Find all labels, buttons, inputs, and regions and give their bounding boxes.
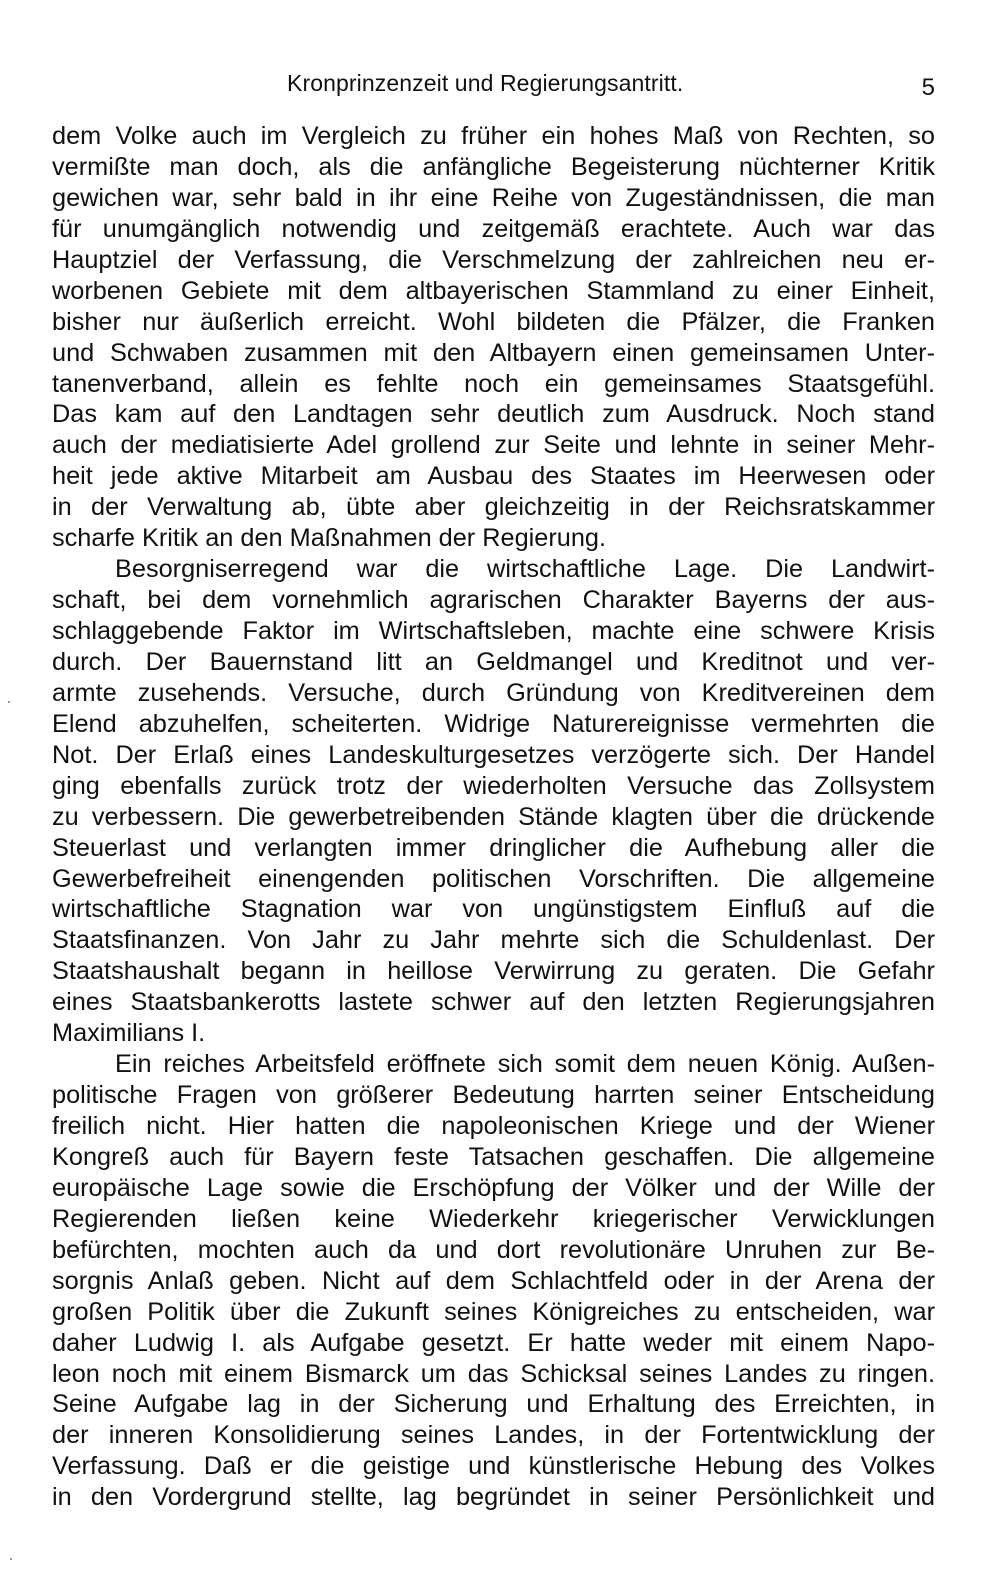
text-line: auch der mediatisierte Adel grollend zur Seite und lehnte in seiner Mehr- [52, 431, 935, 460]
text-line: leon noch mit einem Bismarck um das Schicksal seines Landes zu ringen. [52, 1359, 935, 1388]
text-line: Regierenden ließen keine Wiederkehr kriegerischer Verwicklungen [52, 1204, 935, 1233]
text-line: sorgnis Anlaß geben. Nicht auf dem Schlachtfeld oder in der Arena der [52, 1266, 935, 1295]
text-line: europäische Lage sowie die Erschöpfung der Völker und der Wille der [52, 1173, 935, 1202]
text-line: und Schwaben zusammen mit den Altbayern einen gemeinsamen Unter- [52, 338, 935, 367]
text-line: Das kam auf den Landtagen sehr deutlich zum Ausdruck. Noch stand [52, 400, 935, 429]
text-line: gewichen war, sehr bald in ihr eine Reihe von Zugeständnissen, die man [52, 183, 935, 212]
text-line: politische Fragen von größerer Bedeutung harrten seiner Entscheidung [52, 1081, 935, 1110]
text-line: ging ebenfalls zurück trotz der wiederholten Versuche das Zollsystem [52, 771, 935, 800]
text-line: armte zusehends. Versuche, durch Gründung von Kreditvereinen dem [52, 678, 935, 707]
text-line: Kongreß auch für Bayern feste Tatsachen geschaffen. Die allgemeine [52, 1142, 935, 1171]
paragraph-end-line: Maximilians I. [52, 1019, 206, 1048]
text-line: durch. Der Bauernstand litt an Geldmangel und Kreditnot und ver- [52, 647, 935, 676]
body-text [52, 121, 935, 1513]
text-line: befürchten, mochten auch da und dort revolutionäre Unruhen zur Be- [52, 1235, 935, 1264]
text-line: für unumgänglich notwendig und zeitgemäß erachtete. Auch war das [52, 214, 935, 243]
paragraph-start-line: Ein reiches Arbeitsfeld eröffnete sich somit dem neuen König. Außen- [115, 1050, 935, 1079]
text-line: heit jede aktive Mitarbeit am Ausbau des Staates im Heerwesen oder [52, 462, 935, 491]
paragraph-end-line: scharfe Kritik an den Maßnahmen der Regierung. [52, 524, 607, 553]
text-line: Staatshaushalt begann in heillose Verwirrung zu geraten. Die Gefahr [52, 957, 935, 986]
text-line: in den Vordergrund stellte, lag begründet in seiner Persönlichkeit und [52, 1483, 935, 1512]
text-line: worbenen Gebiete mit dem altbayerischen Stammland zu einer Einheit, [52, 276, 935, 305]
text-line: eines Staatsbankerotts lastete schwer auf den letzten Regierungsjahren [52, 988, 935, 1017]
paragraph-start-line: Besorgniserregend war die wirtschaftliche Lage. Die Landwirt- [115, 555, 935, 584]
text-line: großen Politik über die Zukunft seines Königreiches zu entscheiden, war [52, 1297, 935, 1326]
text-line: Verfassung. Daß er die geistige und künstlerische Hebung des Volkes [52, 1452, 935, 1481]
text-line: Elend abzuhelfen, scheiterten. Widrige Naturereignisse vermehrten die [52, 709, 935, 738]
text-line: Staatsfinanzen. Von Jahr zu Jahr mehrte sich die Schuldenlast. Der [52, 926, 935, 955]
text-line: Hauptziel der Verfassung, die Verschmelzung der zahlreichen neu er- [52, 245, 935, 274]
text-line: in der Verwaltung ab, übte aber gleichzeitig in der Reichsratskammer [52, 493, 935, 522]
text-line: zu verbessern. Die gewerbetreibenden Stände klagten über die drückende [52, 802, 935, 831]
text-line: Gewerbefreiheit einengenden politischen Vorschriften. Die allgemeine [52, 864, 935, 893]
running-title: Kronprinzenzeit und Regierungsantritt. [287, 70, 684, 96]
scan-speck [8, 701, 10, 703]
text-line: schlaggebende Faktor im Wirtschaftsleben, machte eine schwere Krisis [52, 617, 935, 645]
text-line: bisher nur äußerlich erreicht. Wohl bildeten die Pfälzer, die Franken [52, 307, 935, 336]
text-line: tanenverband, allein es fehlte noch ein gemeinsames Staatsgefühl. [52, 369, 935, 398]
page-header [52, 70, 935, 106]
text-line: wirtschaftliche Stagnation war von ungünstigstem Einfluß auf die [52, 895, 935, 924]
text-line: Steuerlast und verlangten immer dringlicher die Aufhebung aller die [52, 833, 935, 862]
scan-speck [10, 1558, 12, 1560]
text-line: dem Volke auch im Vergleich zu früher ein hohes Maß von Rechten, so [52, 122, 935, 150]
text-line: vermißte man doch, als die anfängliche Begeisterung nüchterner Kritik [52, 152, 935, 181]
text-line: daher Ludwig I. als Aufgabe gesetzt. Er hatte weder mit einem Napo- [52, 1328, 935, 1357]
text-line: freilich nicht. Hier hatten die napoleonischen Kriege und der Wiener [52, 1112, 935, 1140]
text-line: der inneren Konsolidierung seines Landes, in der Fortentwicklung der [52, 1421, 935, 1450]
text-line: Seine Aufgabe lag in der Sicherung und Erhaltung des Erreichten, in [52, 1390, 935, 1419]
text-line: schaft, bei dem vornehmlich agrarischen Charakter Bayerns der aus- [52, 586, 935, 615]
page-number: 5 [921, 74, 935, 101]
text-line: Not. Der Erlaß eines Landeskulturgesetzes verzögerte sich. Der Handel [52, 740, 935, 769]
